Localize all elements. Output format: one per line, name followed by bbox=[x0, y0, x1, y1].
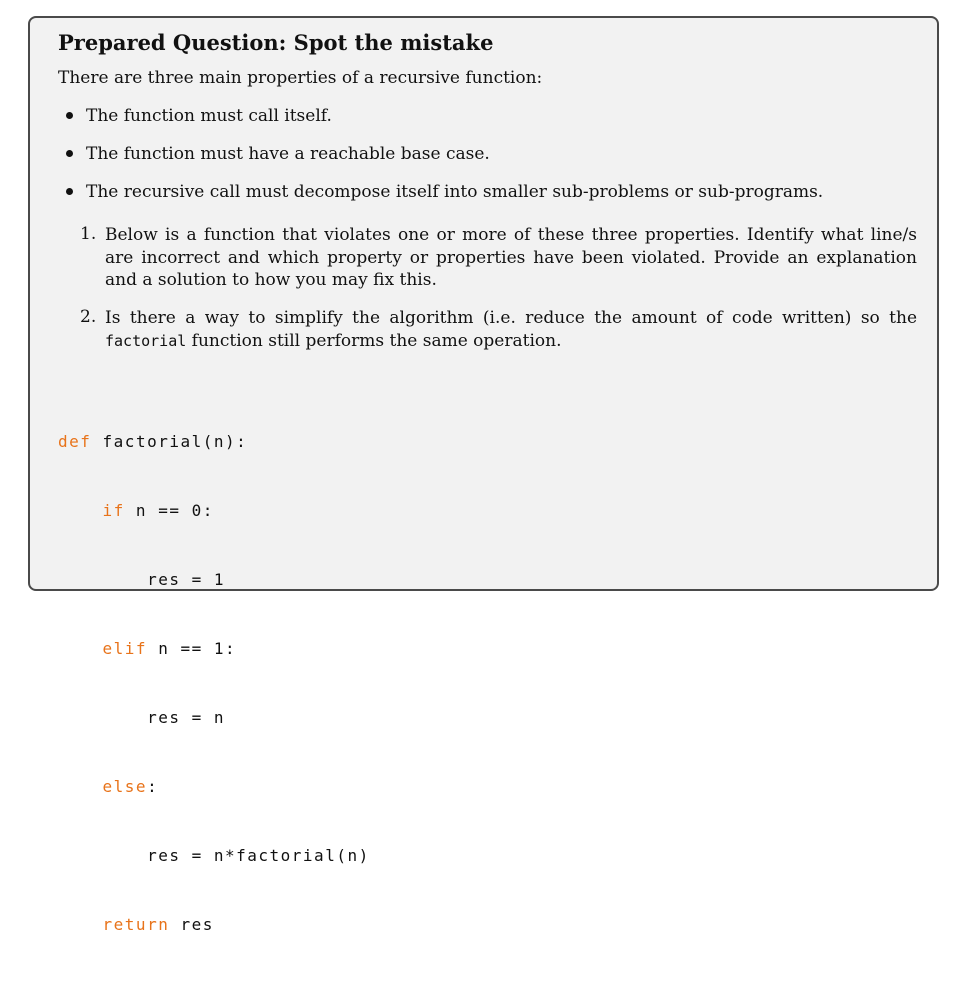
code-line bbox=[58, 775, 370, 798]
code-line bbox=[58, 568, 370, 591]
question-text-part: Is there a way to simplify the algorithm (i.e. reduce the amount of code written) so the bbox=[105, 308, 917, 328]
bullet-item bbox=[86, 182, 823, 202]
code-block bbox=[58, 384, 370, 982]
code-text: res = n bbox=[147, 708, 225, 727]
intro-text: There are three main properties of a recursive function: bbox=[58, 68, 543, 88]
question-text bbox=[105, 307, 917, 352]
code-text: res = n*factorial(n) bbox=[147, 846, 370, 865]
code-keyword: return bbox=[102, 915, 170, 934]
code-keyword: else bbox=[102, 777, 148, 796]
code-keyword: if bbox=[102, 501, 125, 520]
code-text: res = 1 bbox=[147, 570, 225, 589]
code-text: n == 0: bbox=[124, 501, 214, 520]
inline-code: factorial bbox=[105, 331, 187, 350]
code-line bbox=[58, 637, 370, 660]
code-keyword: def bbox=[58, 432, 92, 451]
code-line bbox=[58, 499, 370, 522]
question-number: 2. bbox=[80, 307, 97, 327]
question-text: Below is a function that violates one or more of these three properties. Identify what line/s are incorrect and which property or properties have been violated. Provide an explanation and a solution to how you may fix this. bbox=[105, 225, 917, 290]
code-text: factorial(n): bbox=[91, 432, 248, 451]
code-line bbox=[58, 706, 370, 729]
question-title: Prepared Question: Spot the mistake bbox=[58, 30, 494, 55]
bullet-dot-icon bbox=[66, 112, 73, 119]
code-text: n == 1: bbox=[147, 639, 237, 658]
code-text: res bbox=[169, 915, 214, 934]
question-number: 1. bbox=[80, 224, 97, 244]
code-line bbox=[58, 913, 370, 936]
code-line bbox=[58, 430, 370, 453]
bullet-item bbox=[86, 106, 332, 126]
bullet-text: The recursive call must decompose itself into smaller sub-problems or sub-programs. bbox=[86, 182, 824, 202]
bullet-item bbox=[86, 144, 490, 164]
code-line bbox=[58, 844, 370, 867]
bullet-dot-icon bbox=[66, 188, 73, 195]
bullet-text: The function must call itself. bbox=[86, 106, 332, 126]
question-box bbox=[28, 16, 939, 934]
bullet-dot-icon bbox=[66, 150, 73, 157]
code-keyword: elif bbox=[102, 639, 148, 658]
bullet-text: The function must have a reachable base case. bbox=[86, 144, 490, 164]
code-text: : bbox=[147, 777, 159, 796]
question-text-part: function still performs the same operation. bbox=[186, 330, 562, 351]
